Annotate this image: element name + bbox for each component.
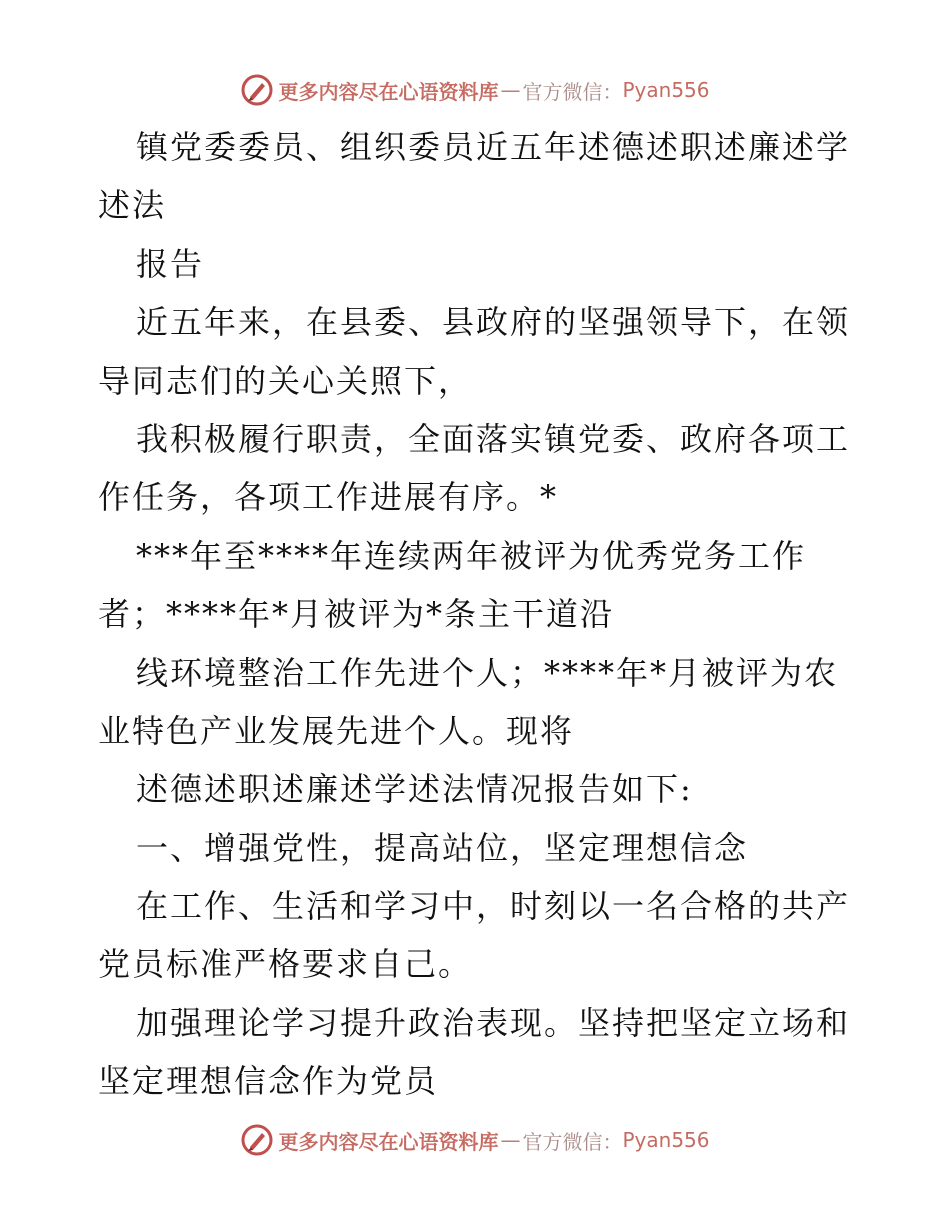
- watermark-label: 官方微信：: [522, 1129, 623, 1154]
- doc-line: 我积极履行职责，全面落实镇党委、政府各项工: [136, 419, 851, 458]
- doc-line: 作任务，各项工作进展有序。*: [98, 478, 559, 517]
- doc-line: ***年至****年连续两年被评为优秀党务工作: [136, 536, 807, 575]
- doc-line: 述德述职述廉述学述法情况报告如下:: [136, 770, 693, 809]
- doc-line: 导同志们的关心关照下，: [98, 361, 473, 400]
- doc-line: 述法: [98, 186, 167, 225]
- header-watermark: [0, 70, 950, 110]
- doc-line: 业特色产业发展先进个人。现将: [98, 711, 575, 750]
- doc-line: 者；****年*月被评为*条主干道沿: [98, 595, 615, 634]
- pen-logo-icon: [240, 1123, 274, 1157]
- watermark-text: 更多内容尽在心语资料库: [278, 79, 499, 104]
- doc-line: 镇党委委员、组织委员近五年述德述职述廉述学: [136, 128, 851, 166]
- doc-line: 党员标准严格要求自己。: [98, 945, 473, 984]
- doc-line: 在工作、生活和学习中，时刻以一名合格的共产: [136, 887, 851, 926]
- document-body: [98, 118, 858, 1111]
- doc-line: 线环境整治工作先进个人；****年*月被评为农: [136, 653, 839, 692]
- watermark-label: 官方微信：: [522, 79, 623, 104]
- pen-logo-icon: [240, 73, 274, 107]
- watermark-text: 更多内容尽在心语资料库: [278, 1129, 499, 1154]
- watermark-id: Pyan556: [622, 1128, 710, 1152]
- watermark-separator: —: [500, 1128, 521, 1152]
- watermark-separator: —: [500, 78, 521, 102]
- doc-line: 一、增强党性，提高站位，坚定理想信念: [136, 828, 749, 867]
- footer-watermark: [0, 1120, 950, 1160]
- doc-line: 报告: [136, 244, 205, 283]
- watermark-id: Pyan556: [622, 78, 710, 102]
- doc-line: 近五年来，在县委、县政府的坚强领导下，在领: [136, 303, 851, 342]
- doc-line: 坚定理想信念作为党员: [98, 1062, 439, 1101]
- doc-line: 加强理论学习提升政治表现。坚持把坚定立场和: [136, 1003, 851, 1042]
